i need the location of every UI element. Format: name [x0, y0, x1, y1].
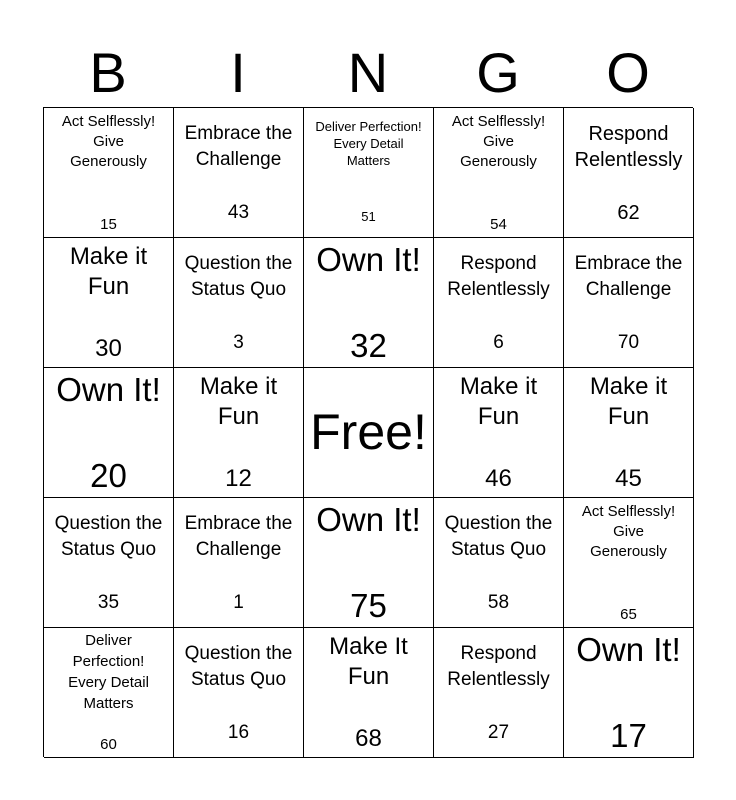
cell-number: 46 — [485, 465, 512, 492]
bingo-cell[interactable] — [174, 628, 304, 758]
cell-number: 45 — [615, 465, 642, 492]
bingo-cell[interactable] — [304, 498, 434, 628]
cell-number: 62 — [617, 202, 640, 224]
cell-text: Make it Fun — [69, 243, 148, 300]
cell-number: 32 — [350, 327, 387, 364]
cell-number: 51 — [361, 209, 376, 224]
free-space-text: Free! — [310, 404, 427, 460]
bingo-cell[interactable] — [44, 368, 174, 498]
header-letter-g: G — [476, 41, 520, 104]
cell-number: 54 — [490, 216, 507, 233]
header-letter-b: B — [89, 41, 127, 104]
cell-text: Own It! — [576, 631, 681, 668]
cell-number: 30 — [95, 335, 122, 362]
cell-text: Embrace the Challenge — [574, 253, 683, 300]
free-space-cell[interactable] — [304, 368, 434, 498]
bingo-cell[interactable] — [174, 498, 304, 628]
bingo-cell[interactable] — [44, 628, 174, 758]
cell-number: 58 — [487, 592, 510, 613]
cell-number: 15 — [100, 216, 117, 233]
cell-number: 20 — [90, 457, 127, 494]
cell-number: 6 — [493, 332, 504, 353]
bingo-header — [43, 38, 693, 108]
cell-text: Question the Status Quo — [54, 513, 163, 560]
bingo-cell[interactable] — [564, 238, 694, 368]
cell-text: Deliver Perfection! Every Detail Matters — [315, 119, 422, 168]
cell-number: 43 — [227, 202, 250, 223]
bingo-cell[interactable] — [304, 238, 434, 368]
cell-text: Make it Fun — [459, 373, 538, 430]
bingo-cell[interactable] — [304, 108, 434, 238]
cell-text: Deliver Perfection! Every Detail Matters — [68, 632, 149, 712]
cell-text: Make it Fun — [589, 373, 668, 430]
cell-number: 35 — [97, 592, 120, 613]
cell-number: 12 — [225, 465, 252, 492]
bingo-cell[interactable] — [564, 108, 694, 238]
cell-text: Make It Fun — [329, 633, 408, 690]
bingo-cell[interactable] — [564, 498, 694, 628]
bingo-cell[interactable] — [434, 628, 564, 758]
cell-number: 68 — [355, 725, 382, 752]
cell-number: 65 — [620, 606, 637, 623]
cell-text: Act Selflessly! Give Generously — [581, 503, 676, 560]
bingo-cell[interactable] — [434, 498, 564, 628]
bingo-cell[interactable] — [564, 628, 694, 758]
cell-number: 16 — [227, 722, 250, 743]
cell-text: Act Selflessly! Give Generously — [451, 113, 546, 170]
bingo-cell[interactable] — [174, 368, 304, 498]
cell-text: Own It! — [56, 371, 161, 408]
bingo-cell[interactable] — [304, 628, 434, 758]
bingo-cell[interactable] — [434, 238, 564, 368]
bingo-card-grid — [43, 107, 693, 757]
bingo-cell[interactable] — [564, 368, 694, 498]
bingo-cell[interactable] — [44, 498, 174, 628]
header-letter-o: O — [606, 41, 650, 104]
cell-text: Respond Relentlessly — [574, 123, 683, 171]
cell-text: Embrace the Challenge — [184, 513, 293, 560]
cell-text: Embrace the Challenge — [184, 123, 293, 170]
cell-text: Make it Fun — [199, 373, 278, 430]
cell-number: 17 — [610, 717, 647, 754]
bingo-cell[interactable] — [44, 108, 174, 238]
bingo-cell[interactable] — [174, 108, 304, 238]
cell-text: Act Selflessly! Give Generously — [61, 113, 156, 170]
cell-number: 70 — [617, 332, 640, 353]
header-letter-i: I — [230, 41, 246, 104]
bingo-cell[interactable] — [174, 238, 304, 368]
cell-number: 1 — [233, 592, 244, 613]
bingo-cell[interactable] — [434, 108, 564, 238]
cell-number: 75 — [350, 587, 387, 624]
cell-text: Question the Status Quo — [444, 513, 553, 560]
cell-number: 60 — [100, 736, 117, 753]
header-letter-n: N — [347, 41, 389, 104]
cell-text: Question the Status Quo — [184, 643, 293, 690]
cell-text: Own It! — [316, 501, 421, 538]
cell-text: Respond Relentlessly — [447, 253, 550, 300]
cell-number: 27 — [487, 722, 510, 743]
cell-text: Question the Status Quo — [184, 253, 293, 300]
bingo-cell[interactable] — [434, 368, 564, 498]
bingo-cell[interactable] — [44, 238, 174, 368]
cell-text: Own It! — [316, 241, 421, 278]
cell-text: Respond Relentlessly — [447, 643, 550, 690]
cell-number: 3 — [233, 332, 244, 353]
